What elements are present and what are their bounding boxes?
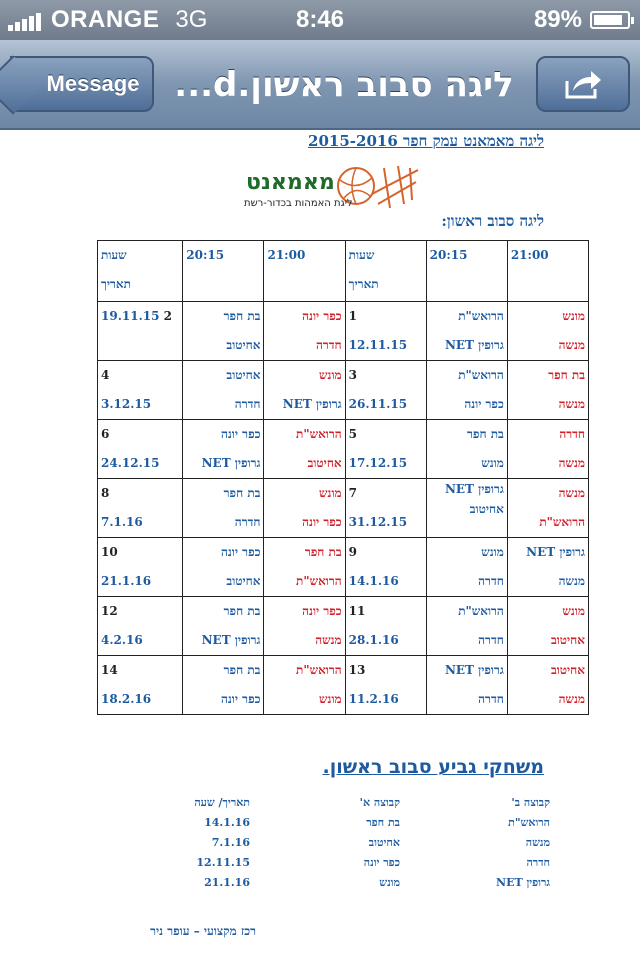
round-number: 2 xyxy=(159,309,172,323)
round-number: 3 xyxy=(348,368,357,382)
logo-tagline: ליגת האמהות בכדור-רשת xyxy=(244,198,353,209)
match-cell xyxy=(507,361,588,420)
round-date: 11.2.16 xyxy=(348,692,399,706)
team-name: כפר יונה xyxy=(302,604,342,618)
team-name: אחיטוב xyxy=(226,368,261,382)
header-cell-line: 20:15 xyxy=(186,248,225,262)
cup-header-cell: קבוצה ב' xyxy=(511,795,550,809)
header-cell-line xyxy=(186,270,260,299)
team-name: גרופין NET xyxy=(526,545,585,559)
team-name: מנשה xyxy=(558,574,585,588)
team-name: הרואש"ת xyxy=(296,574,342,588)
schedule-header-cell xyxy=(426,241,507,302)
team-name: מונש xyxy=(319,368,342,382)
round-date: 7.1.16 xyxy=(101,515,143,529)
team-name: מונש xyxy=(562,309,585,323)
round-date: 4.2.16 xyxy=(101,633,143,647)
schedule-table xyxy=(97,240,589,715)
match-cell xyxy=(507,479,588,538)
schedule-row xyxy=(98,420,589,479)
round-date-cell xyxy=(345,361,426,420)
team-name: כפר יונה xyxy=(220,692,261,706)
team-name: מונש xyxy=(319,486,342,500)
team-name: בת חפר xyxy=(467,427,504,441)
team-name: הרואש"ת xyxy=(296,663,342,677)
team-name: גרופין NET xyxy=(444,663,504,677)
header-cell-line: שעות xyxy=(101,248,127,262)
round-date: 26.11.15 xyxy=(348,397,408,411)
team-name: כפר יונה xyxy=(302,515,342,529)
team-name: חדרה xyxy=(478,692,504,706)
match-cell xyxy=(264,656,345,715)
team-name: כפר יונה xyxy=(302,309,342,323)
round-date-cell xyxy=(345,538,426,597)
match-cell xyxy=(426,361,507,420)
match-cell xyxy=(264,361,345,420)
round-date: 24.12.15 xyxy=(101,456,160,470)
round-date-cell xyxy=(98,538,183,597)
cup-cell: 14.1.16 xyxy=(204,815,250,829)
match-cell xyxy=(507,538,588,597)
status-bar xyxy=(0,0,640,40)
round-number: 12 xyxy=(101,604,118,618)
back-button[interactable] xyxy=(10,56,154,112)
team-name: חדרה xyxy=(234,515,261,529)
network-type: 3G xyxy=(175,6,208,33)
cup-cell: מנשה xyxy=(525,835,550,849)
cup-cell: 21.1.16 xyxy=(204,875,250,889)
header-cell-line xyxy=(430,270,504,299)
header-cell-line: תאריך xyxy=(348,277,379,291)
match-cell xyxy=(183,479,264,538)
round-date-cell xyxy=(345,656,426,715)
battery-fill xyxy=(594,15,622,25)
team-name: הרואש"ת xyxy=(458,309,504,323)
round-date-cell xyxy=(98,361,183,420)
match-cell xyxy=(426,302,507,361)
cup-header-row xyxy=(160,792,550,812)
round-number: 4 xyxy=(101,368,110,382)
cup-cell: אחיטוב xyxy=(368,835,400,849)
team-name: חדרה xyxy=(315,338,342,352)
match-cell xyxy=(426,420,507,479)
cup-cell: חדרה xyxy=(526,855,550,869)
round-date-cell xyxy=(345,302,426,361)
schedule-header-cell xyxy=(183,241,264,302)
schedule-header-row xyxy=(98,241,589,302)
header-cell-line xyxy=(267,270,341,299)
team-name: הרואש"ת xyxy=(539,515,585,529)
cup-header-cell: קבוצה א' xyxy=(359,795,400,809)
round-date-cell xyxy=(98,420,183,479)
team-name: אחיטוב xyxy=(226,574,261,588)
team-name: חדרה xyxy=(559,427,585,441)
round-title: ליגה סבוב ראשון: xyxy=(441,212,544,230)
team-name: מנשה xyxy=(315,633,342,647)
league-logo xyxy=(240,164,420,216)
navigation-bar xyxy=(0,40,640,130)
match-cell xyxy=(507,420,588,479)
match-cell xyxy=(507,302,588,361)
cup-row xyxy=(160,812,550,832)
header-cell-line: 21:00 xyxy=(510,248,549,262)
round-date-cell xyxy=(345,420,426,479)
share-icon xyxy=(563,67,603,101)
team-name: גרופין NET xyxy=(282,397,342,411)
round-number: 6 xyxy=(101,427,110,441)
team-name: גרופין NET xyxy=(201,633,261,647)
match-cell xyxy=(426,656,507,715)
round-date-cell xyxy=(98,479,183,538)
document-content xyxy=(0,130,640,960)
round-date: 17.12.15 xyxy=(348,456,408,470)
round-date: 31.12.15 xyxy=(348,515,408,529)
match-cell xyxy=(264,538,345,597)
status-right xyxy=(534,6,630,34)
team-name: בת חפר xyxy=(223,663,261,677)
round-date: 3.12.15 xyxy=(101,397,152,411)
match-cell xyxy=(264,597,345,656)
cup-cell: כפר יונה xyxy=(363,855,400,869)
team-name: מונש xyxy=(481,545,504,559)
match-cell xyxy=(507,656,588,715)
team-name: חדרה xyxy=(478,574,504,588)
match-cell xyxy=(426,479,507,538)
match-cell xyxy=(264,420,345,479)
team-name: מונש xyxy=(481,456,504,470)
team-name: חדרה xyxy=(234,397,261,411)
match-cell xyxy=(183,302,264,361)
team-name: אחיטוב xyxy=(307,456,342,470)
match-cell xyxy=(183,538,264,597)
team-name: גרופין NET xyxy=(201,456,261,470)
back-button-label: Message xyxy=(46,71,140,96)
schedule-row xyxy=(98,479,589,538)
team-name: אחיטוב xyxy=(550,633,585,647)
schedule-row xyxy=(98,656,589,715)
team-name: בת חפר xyxy=(304,545,342,559)
round-date: 14.1.16 xyxy=(348,574,399,588)
battery-percent: 89% xyxy=(533,6,582,33)
round-number: 13 xyxy=(348,663,366,677)
team-name: חדרה xyxy=(478,633,504,647)
round-number: 7 xyxy=(348,486,357,500)
cup-cell: בת חפר xyxy=(366,815,400,829)
round-number: 8 xyxy=(101,486,110,500)
round-date: 12.11.15 xyxy=(348,338,408,352)
cup-header-cell: תאריך/ שעה xyxy=(194,795,250,809)
match-cell xyxy=(264,479,345,538)
team-name: גרופין NET xyxy=(444,482,504,496)
header-cell-line xyxy=(511,270,585,299)
schedule-header-cell xyxy=(264,241,345,302)
cup-cell: גרופין NET xyxy=(496,875,550,889)
round-date-cell xyxy=(345,597,426,656)
round-number: 14 xyxy=(101,663,118,677)
schedule-row xyxy=(98,538,589,597)
logo-wordmark: מאמאנט xyxy=(246,170,335,195)
round-date-cell xyxy=(98,597,183,656)
team-name: בת חפר xyxy=(548,368,585,382)
team-name: כפר יונה xyxy=(220,427,261,441)
empty-line xyxy=(101,331,179,360)
team-name: גרופין NET xyxy=(444,338,504,352)
match-cell xyxy=(183,420,264,479)
header-cell-line: תאריך xyxy=(101,277,131,291)
coordinator-credit: רכז מקצועי – עופר ניר xyxy=(150,924,256,938)
cup-cell: 7.1.16 xyxy=(211,835,250,849)
match-cell xyxy=(426,597,507,656)
document-title: ליגה סבוב ראשון.d... xyxy=(174,65,514,105)
team-name: בת חפר xyxy=(223,486,261,500)
team-name: מנשה xyxy=(558,486,585,500)
team-name: כפר יונה xyxy=(220,545,261,559)
round-date-cell xyxy=(98,656,183,715)
team-name: בת חפר xyxy=(223,604,261,618)
match-cell xyxy=(183,597,264,656)
team-name: הרואש"ת xyxy=(296,427,342,441)
cup-table xyxy=(160,792,550,892)
round-number-and-date xyxy=(101,302,179,331)
share-button[interactable] xyxy=(536,56,630,112)
team-name: מונש xyxy=(319,692,342,706)
team-name: מנשה xyxy=(558,397,585,411)
round-date: 21.1.16 xyxy=(101,574,152,588)
team-name: מונש xyxy=(562,604,585,618)
team-name: הרואש"ת xyxy=(458,368,504,382)
round-number: 1 xyxy=(348,309,357,323)
cup-row xyxy=(160,852,550,872)
cup-cell: 12.11.15 xyxy=(196,855,250,869)
cup-title: משחקי גביע סבוב ראשון. xyxy=(322,756,544,778)
header-cell-line: שעות xyxy=(348,248,375,262)
header-cell-line: 20:15 xyxy=(429,248,468,262)
round-date: 19.11.15 xyxy=(101,309,160,323)
battery-icon xyxy=(590,11,630,29)
team-name: כפר יונה xyxy=(464,397,504,411)
round-date: 28.1.16 xyxy=(348,633,399,647)
carrier-name: ORANGE xyxy=(51,6,160,33)
round-number: 9 xyxy=(348,545,357,559)
schedule-header-cell xyxy=(507,241,588,302)
round-date: 18.2.16 xyxy=(101,692,152,706)
schedule-row xyxy=(98,302,589,361)
clock: 8:46 xyxy=(295,6,345,33)
match-cell xyxy=(426,538,507,597)
match-cell xyxy=(183,361,264,420)
cup-cell: הרואש"ת xyxy=(508,815,550,829)
team-name: אחיטוב xyxy=(469,502,504,516)
team-name: מנשה xyxy=(558,338,585,352)
cup-cell: מונש xyxy=(379,875,400,889)
team-name: בת חפר xyxy=(223,309,261,323)
team-name: הרואש"ת xyxy=(458,604,504,618)
round-date-cell xyxy=(345,479,426,538)
round-number: 10 xyxy=(101,545,118,559)
cup-row xyxy=(160,872,550,892)
round-number: 11 xyxy=(348,604,366,618)
schedule-header-cell xyxy=(345,241,426,302)
schedule-row xyxy=(98,361,589,420)
round-date-cell xyxy=(98,302,183,361)
team-name: אחיטוב xyxy=(550,663,585,677)
match-cell xyxy=(264,302,345,361)
league-title: ליגה מאמאנט עמק חפר 2015-2016 xyxy=(308,132,544,150)
match-cell xyxy=(507,597,588,656)
schedule-header-cell xyxy=(98,241,183,302)
round-number: 5 xyxy=(348,427,357,441)
header-cell-line: 21:00 xyxy=(267,248,306,262)
schedule-row xyxy=(98,597,589,656)
team-name: מנשה xyxy=(558,692,585,706)
cup-row xyxy=(160,832,550,852)
team-name: אחיטוב xyxy=(226,338,261,352)
team-name: מנשה xyxy=(558,456,585,470)
match-cell xyxy=(183,656,264,715)
